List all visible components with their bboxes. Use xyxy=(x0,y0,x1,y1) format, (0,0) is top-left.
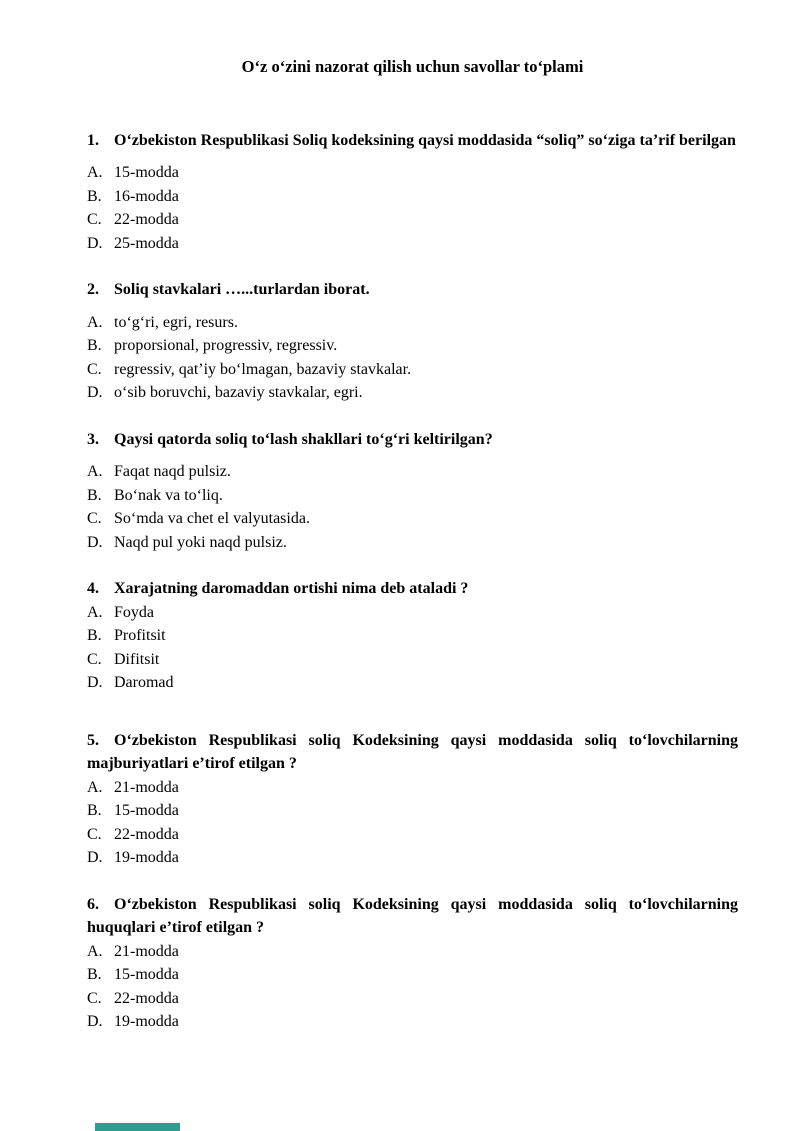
option-letter: D. xyxy=(87,674,103,691)
option-text: So‘mda va chet el valyutasida. xyxy=(114,510,310,527)
option-row xyxy=(87,381,738,405)
option-row xyxy=(87,232,738,256)
option-text: 19-modda xyxy=(114,849,179,866)
option-row xyxy=(87,208,738,232)
option-letter: A. xyxy=(87,164,103,181)
option-letter: D. xyxy=(87,384,103,401)
option-row xyxy=(87,507,738,531)
option-text: 15-modda xyxy=(114,966,179,983)
question-text-content: O‘zbekiston Respublikasi Soliq kodeksining qaysi moddasida “soliq” so‘ziga ta’rif berilgan xyxy=(114,131,736,149)
option-letter: A. xyxy=(87,313,103,331)
option-text: 21-modda xyxy=(114,942,179,960)
option-row xyxy=(87,987,738,1011)
question-number: 3. xyxy=(87,430,99,448)
option-letter: C. xyxy=(87,989,102,1007)
question-text xyxy=(87,577,738,601)
option-text: Difitsit xyxy=(114,650,160,668)
option-text: to‘g‘ri, egri, resurs. xyxy=(114,313,238,331)
option-text: 22-modda xyxy=(114,211,179,228)
footer-accent-bar xyxy=(95,1123,180,1131)
question-text xyxy=(87,278,738,302)
option-letter: C. xyxy=(87,510,102,527)
option-text: 22-modda xyxy=(114,825,179,843)
options-list xyxy=(87,776,738,870)
page-title: O‘z o‘zini nazorat qilish uchun savollar to‘plami xyxy=(241,57,584,76)
option-letter: C. xyxy=(87,360,102,378)
option-letter: B. xyxy=(87,187,102,205)
option-row xyxy=(87,334,738,358)
options-list xyxy=(87,161,738,255)
option-letter: C. xyxy=(87,825,102,843)
question-number: 5. xyxy=(87,731,99,749)
option-text: 16-modda xyxy=(114,187,179,205)
question-text xyxy=(87,129,738,153)
option-row xyxy=(87,624,738,648)
option-letter: D. xyxy=(87,533,103,551)
option-row xyxy=(87,358,738,382)
option-letter: B. xyxy=(87,337,102,354)
option-letter: C. xyxy=(87,650,102,668)
option-letter: C. xyxy=(87,211,102,228)
question-item xyxy=(87,729,738,870)
question-number: 1. xyxy=(87,131,99,149)
option-row xyxy=(87,963,738,987)
question-text-content: O‘zbekiston Respublikasi soliq Kodeksining qaysi moddasida soliq to‘lovchilarning huquqlari e’tirof etilgan ? xyxy=(87,895,738,936)
option-letter: B. xyxy=(87,486,102,504)
option-row xyxy=(87,460,738,484)
question-text-content: Xarajatning daromaddan ortishi nima deb ataladi ? xyxy=(114,580,469,597)
option-row xyxy=(87,776,738,800)
option-text: proporsional, progressiv, regressiv. xyxy=(114,337,338,354)
question-item xyxy=(87,893,738,1034)
question-text-content: O‘zbekiston Respublikasi soliq Kodeksining qaysi moddasida soliq to‘lovchilarning majburiyatlari e’tirof etilgan ? xyxy=(87,731,738,772)
option-text: o‘sib boruvchi, bazaviy stavkalar, egri. xyxy=(114,384,363,401)
question-item xyxy=(87,129,738,256)
option-letter: A. xyxy=(87,942,103,960)
option-text: 15-modda xyxy=(114,164,179,181)
option-row xyxy=(87,1010,738,1034)
option-letter: A. xyxy=(87,463,103,480)
question-number: 2. xyxy=(87,281,99,298)
option-text: Bo‘nak va to‘liq. xyxy=(114,486,223,504)
option-row xyxy=(87,940,738,964)
option-row xyxy=(87,161,738,185)
options-list xyxy=(87,460,738,554)
option-text: 19-modda xyxy=(114,1013,179,1030)
option-letter: D. xyxy=(87,849,103,866)
question-item xyxy=(87,577,738,695)
option-letter: B. xyxy=(87,802,102,819)
option-text: 15-modda xyxy=(114,802,179,819)
question-text xyxy=(87,893,738,940)
option-letter: B. xyxy=(87,627,102,644)
option-row xyxy=(87,823,738,847)
option-text: 21-modda xyxy=(114,778,179,796)
option-letter: A. xyxy=(87,778,103,796)
option-row xyxy=(87,601,738,625)
question-item xyxy=(87,428,738,555)
option-row xyxy=(87,799,738,823)
option-row xyxy=(87,648,738,672)
question-text-content: Soliq stavkalari …...turlardan iborat. xyxy=(114,281,370,298)
option-letter: B. xyxy=(87,966,102,983)
options-list xyxy=(87,601,738,695)
question-text-content: Qaysi qatorda soliq to‘lash shakllari to‘g‘ri keltirilgan? xyxy=(114,430,493,448)
option-row xyxy=(87,484,738,508)
option-letter: D. xyxy=(87,234,103,252)
question-item xyxy=(87,278,738,405)
option-text: 22-modda xyxy=(114,989,179,1007)
option-row xyxy=(87,846,738,870)
option-text: Foyda xyxy=(114,603,154,621)
option-text: regressiv, qat’iy bo‘lmagan, bazaviy stavkalar. xyxy=(114,360,412,378)
option-text: 25-modda xyxy=(114,234,179,252)
option-text: Daromad xyxy=(114,674,174,691)
option-text: Profitsit xyxy=(114,627,166,644)
option-text: Faqat naqd pulsiz. xyxy=(114,463,231,480)
option-row xyxy=(87,671,738,695)
options-list xyxy=(87,311,738,405)
option-row xyxy=(87,311,738,335)
option-row xyxy=(87,531,738,555)
option-row xyxy=(87,185,738,209)
option-letter: D. xyxy=(87,1013,103,1030)
options-list xyxy=(87,940,738,1034)
question-text xyxy=(87,428,738,452)
question-text xyxy=(87,729,738,776)
question-number: 4. xyxy=(87,580,99,597)
option-letter: A. xyxy=(87,603,103,621)
option-text: Naqd pul yoki naqd pulsiz. xyxy=(114,533,287,551)
question-number: 6. xyxy=(87,895,99,913)
